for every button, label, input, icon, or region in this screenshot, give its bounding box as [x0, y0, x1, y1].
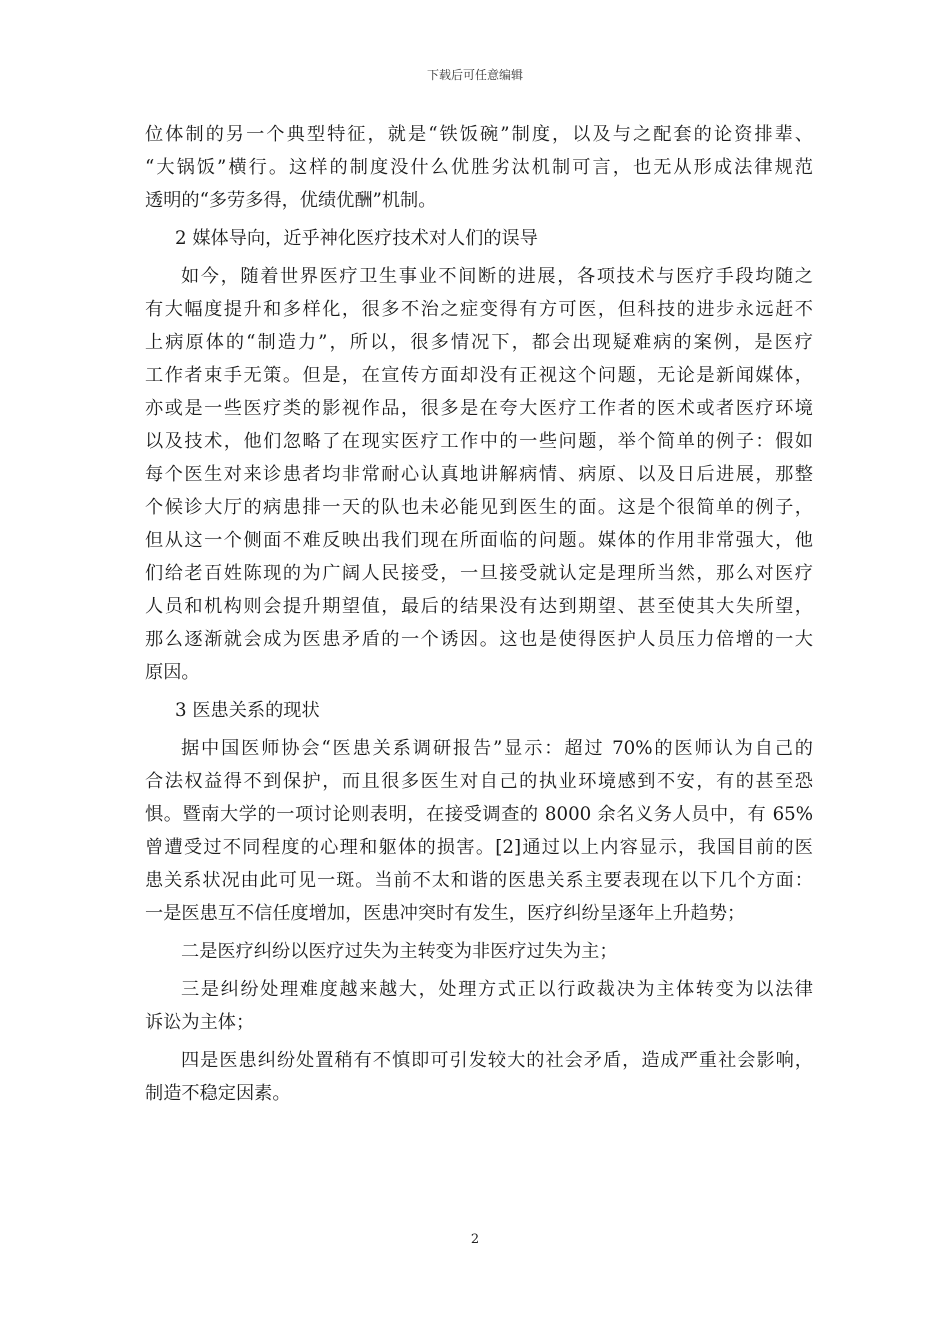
text-line: 合法权益得不到保护，而且很多医生对自己的执业环境感到不安，有的甚至恐	[145, 771, 813, 792]
paragraph	[145, 1044, 813, 1110]
text-line: 三是纠纷处理难度越来越大，处理方式正以行政裁决为主体转变为以法律	[181, 979, 813, 1000]
paragraph	[145, 732, 813, 930]
text-line: 四是医患纠纷处置稍有不慎即可引发较大的社会矛盾，造成严重社会影响，	[181, 1050, 813, 1071]
text-line: 那么逐渐就会成为医患矛盾的一个诱因。这也是使得医护人员压力倍增的一大	[145, 629, 813, 650]
text-line: 患关系状况由此可见一斑。当前不太和谐的医患关系主要表现在以下几个方面：	[145, 870, 813, 891]
text-line: 上病原体的“制造力”，所以，很多情况下，都会出现疑难病的案例，是医疗	[145, 332, 813, 353]
page-number: 2	[470, 1232, 480, 1247]
page-header: 下载后可任意编辑	[426, 68, 523, 82]
text-line: 诉讼为主体；	[145, 1012, 255, 1033]
paragraph	[145, 260, 813, 689]
paragraph	[145, 973, 813, 1039]
paragraph	[145, 118, 813, 217]
section-heading: 2 媒体导向，近乎神化医疗技术对人们的误导	[175, 228, 538, 249]
text-line: 工作者束手无策。但是，在宣传方面却没有正视这个问题，无论是新闻媒体，	[145, 365, 813, 386]
text-line: 惧。暨南大学的一项讨论则表明，在接受调查的 8000 余名义务人员中，有 65%	[145, 804, 813, 825]
text-line: 每个医生对来诊患者均非常耐心认真地讲解病情、病原、以及日后进展，那整	[145, 464, 813, 485]
section-heading: 3 医患关系的现状	[175, 700, 320, 721]
text-line: 曾遭受过不同程度的心理和躯体的损害。[2]通过以上内容显示，我国目前的医	[145, 837, 813, 858]
text-line: 一是医患互不信任度增加，医患冲突时有发生，医疗纠纷呈逐年上升趋势；	[145, 903, 746, 924]
text-line: 如今，随着世界医疗卫生事业不间断的进展，各项技术与医疗手段均随之	[181, 266, 813, 287]
text-line: 以及技术，他们忽略了在现实医疗工作中的一些问题，举个简单的例子：假如	[145, 431, 813, 452]
text-line: 制造不稳定因素。	[145, 1083, 291, 1104]
text-line: 二是医疗纠纷以医疗过失为主转变为非医疗过失为主；	[181, 941, 618, 962]
text-line: 有大幅度提升和多样化，很多不治之症变得有方可医，但科技的进步永远赶不	[145, 299, 813, 320]
text-line: 人员和机构则会提升期望值，最后的结果没有达到期望、甚至使其大失所望，	[145, 596, 813, 617]
text-line: “大锅饭”横行。这样的制度没什么优胜劣汰机制可言，也无从形成法律规范	[145, 157, 813, 178]
text-line: 原因。	[145, 662, 200, 683]
text-line: 透明的“多劳多得，优绩优酬”机制。	[145, 190, 437, 211]
text-line: 们给老百姓陈现的为广阔人民接受，一旦接受就认定是理所当然，那么对医疗	[145, 563, 813, 584]
text-line: 位体制的另一个典型特征，就是“铁饭碗”制度，以及与之配套的论资排辈、	[145, 124, 813, 145]
text-line: 个候诊大厅的病患排一天的队也未必能见到医生的面。这是个很简单的例子，	[145, 497, 813, 518]
document-body	[145, 118, 813, 1110]
text-line: 据中国医师协会“医患关系调研报告”显示：超过 70%的医师认为自己的	[181, 738, 813, 759]
text-line: 亦或是一些医疗类的影视作品，很多是在夸大医疗工作者的医术或者医疗环境	[145, 398, 813, 419]
paragraph	[145, 935, 813, 968]
text-line: 但从这一个侧面不难反映出我们现在所面临的问题。媒体的作用非常强大，他	[145, 530, 813, 551]
